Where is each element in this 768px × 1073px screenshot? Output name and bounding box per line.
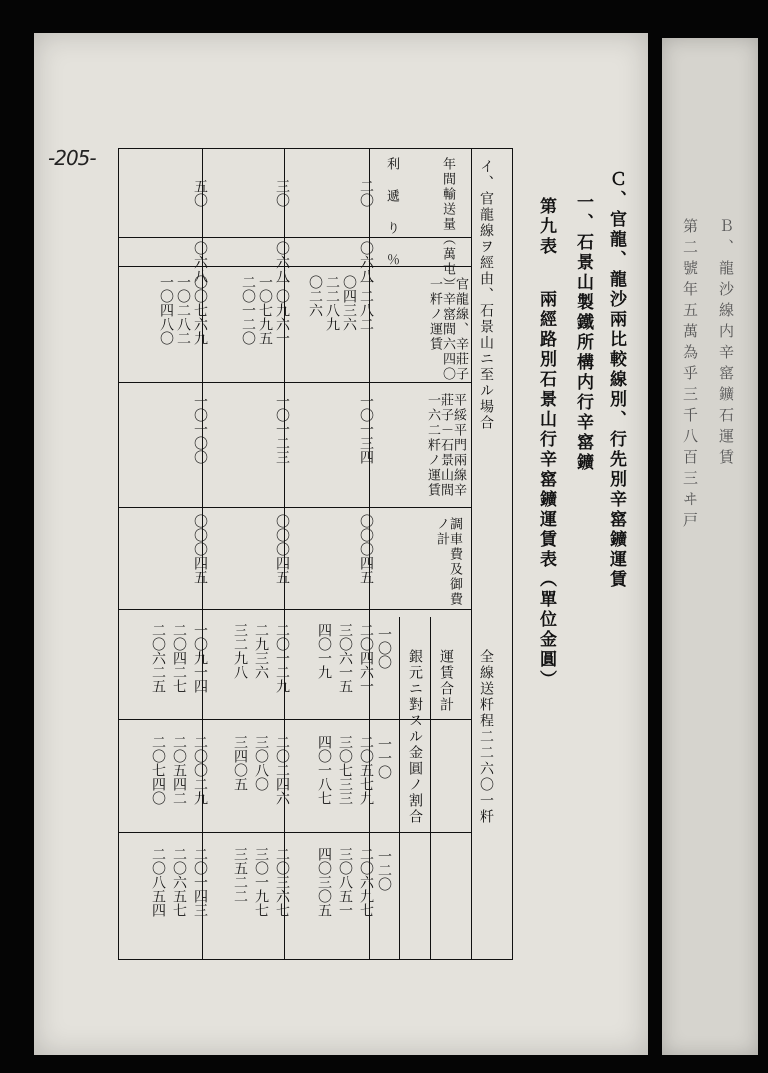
table-cell-r100: 二〇六二五 — [150, 623, 166, 693]
table-cell-transfer: 〇〇〇四五 — [274, 514, 290, 584]
facing-line-2: 第二號年五萬為乎三千八百三ヰ戸 — [681, 218, 699, 533]
table-cell-volume: 二〇 — [358, 179, 374, 207]
table-cell-r120: 四〇三〇五 — [316, 847, 332, 917]
table-cell-guanlong: 一〇九六一 — [274, 275, 290, 345]
table-cell-volume: 五〇 — [192, 179, 208, 207]
table-cell-guanlong: 一〇二八二 — [175, 275, 191, 345]
table-cell-guanlong: 二〇一二〇 — [240, 275, 256, 345]
table-number: 第九表 — [536, 197, 556, 257]
table-cell-guanlong: 一二八二 — [358, 275, 374, 331]
heading-one: 一、石景山製鐵所構内行辛窰鑛 — [573, 193, 593, 473]
table-cell-r120: 二〇一四三 — [192, 847, 208, 917]
route-header: イ、官龍線ヲ經由、石景山ニ至ル場合 — [478, 159, 494, 431]
table-cell-transfer: 〇〇〇四五 — [358, 514, 374, 584]
table-title: 兩經路別石景山行辛窰鑛運賃表（單位金圓） — [536, 290, 556, 690]
table-cell-r120: 三〇八五一 — [337, 847, 353, 917]
table-cell-r100: 二〇四六一 — [358, 623, 374, 693]
table-cell-r110: 二〇五七九 — [358, 735, 374, 805]
table-cell-r110: 三〇八〇 — [253, 735, 269, 791]
col-pingsui: 平綏平門兩線辛莊子－石景山間一六二粁ノ運賃 — [425, 393, 466, 498]
table-cell-r100: 三〇六一五 — [337, 623, 353, 693]
table-cell-r120: 二〇八五四 — [150, 847, 166, 917]
col-guanlong: 官龍線、辛莊子－辛窰間六四〇一粁ノ運賃 — [427, 277, 468, 382]
table-cell-r110: 二〇二四六 — [274, 735, 290, 805]
heading-c: Ｃ、官龍、龍沙兩比較線別、行先別辛窰鑛運賃 — [606, 170, 626, 590]
table-cell-guanlong: 〇四三六 — [341, 275, 357, 331]
table-cell-transfer: 〇〇〇四五 — [192, 514, 208, 584]
table-cell-r110: 二〇〇二九 — [192, 735, 208, 805]
table-cell-r110: 三〇七三三 — [337, 735, 353, 805]
table-cell-r110: 三四〇五 — [232, 735, 248, 791]
facing-heading-b: Ｂ、龍沙線内辛窰鑛石運賃 — [717, 218, 735, 470]
table-cell-guanlong: 〇〇七六九 — [192, 275, 208, 345]
col-transfer: 調車費及御費ノ計 — [434, 517, 462, 607]
table-cell-r100: 二九三六 — [253, 623, 269, 679]
total-km: 全線送粁程二二六〇一粁 — [478, 649, 494, 825]
table-cell-guanlong: 一〇四八〇 — [158, 275, 174, 345]
table-cell-r120: 三〇一九七 — [253, 847, 269, 917]
col-volume: 年間輸送量（萬屯） — [440, 157, 455, 292]
table-cell-r100: 二〇一二九 — [274, 623, 290, 693]
table-cell-r100: 四〇一九 — [316, 623, 332, 679]
table-cell-volume: 三〇 — [274, 179, 290, 207]
facing-page — [662, 38, 758, 1055]
freight-table — [118, 148, 513, 960]
table-cell-guanlong: 二二八九 — [324, 275, 340, 331]
table-cell-r120: 二〇三六七 — [274, 847, 290, 917]
table-cell-r110: 二〇五四二 — [171, 735, 187, 805]
page-number: -205- — [48, 146, 96, 170]
table-cell-r120: 三五二二 — [232, 847, 248, 903]
table-cell-pingsui: 一〇一三四 — [358, 394, 374, 464]
col-rate: 利 遞 り ％ — [384, 157, 399, 268]
table-cell-r100: 二〇四二七 — [171, 623, 187, 693]
table-cell-pingsui: 一〇一二三 — [274, 394, 290, 464]
table-cell-rates: 〇六八 — [358, 241, 374, 283]
table-cell-rates: 〇六八 — [274, 241, 290, 283]
ratio-100: 一〇〇 — [376, 627, 392, 669]
table-cell-pingsui: 一〇一〇〇 — [192, 394, 208, 464]
table-cell-guanlong: 〇二六 — [307, 275, 323, 317]
ratio-110: 一一〇 — [376, 737, 392, 779]
table-cell-r100: 三二九八 — [232, 623, 248, 679]
table-cell-r110: 二〇七四〇 — [150, 735, 166, 805]
ratio-120: 一二〇 — [376, 849, 392, 891]
table-cell-r120: 二〇六五七 — [171, 847, 187, 917]
table-cell-guanlong: 一〇七九五 — [257, 275, 273, 345]
col-total-group: 運賃合計 — [438, 649, 454, 713]
table-cell-rates: 〇六八 — [192, 241, 208, 283]
col-silver: 銀元ニ對スル金圓ノ割合 — [407, 649, 423, 825]
table-cell-r100: 一〇九一四 — [192, 623, 208, 693]
table-cell-r110: 四〇一八七 — [316, 735, 332, 805]
table-cell-r120: 二〇六九七 — [358, 847, 374, 917]
